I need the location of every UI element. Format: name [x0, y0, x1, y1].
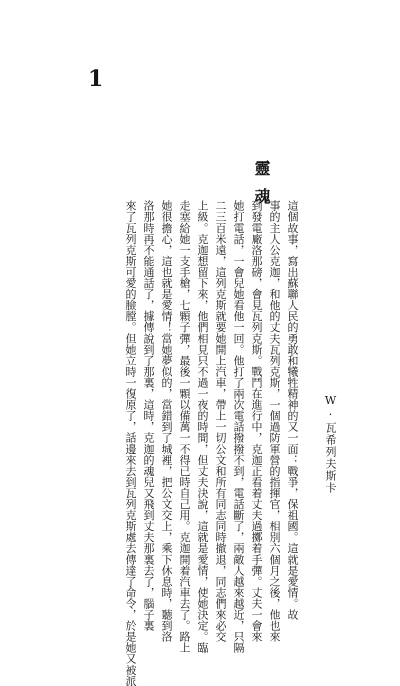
text-line-5: 二三百米遠，這列克斯就要她開上汽車，帶上一切公文和所有同志同時撤退，同志們來必交	[214, 200, 227, 642]
text-line-1: 這個故事，寫出蘇聯人民的勇敢和犧牲精神的又一面：戰爭，保祖國。這就是愛情。故	[286, 200, 299, 620]
text-line-3: 到發電廠洛那磅，會見瓦列克斯。戰鬥在進行中，克迦正看着丈夫過擲着手彈。丈夫一會來	[250, 200, 263, 642]
page-number: 1	[88, 66, 104, 92]
author: W·瓦希列夫斯卡	[324, 394, 337, 494]
text-line-6: 上級。克迦想留下來，他們相見只不過一夜的時間，但丈夫決說，這就是愛情，使她決定。臨	[196, 200, 209, 654]
text-line-7: 走塞給她一支手槍，七顆子彈，最後一顆以備萬一不得已時自己用。克迦開着汽車去了。路上	[178, 200, 191, 654]
text-line-10: 來了瓦列克斯可愛的臉膛。但她立時一復原了，話邊來去到瓦列克斯處去傳達了命令，於是她又被派	[124, 200, 137, 686]
text-line-9: 洛那時再不能通話了，據傳說到了那裏，這時，克迦的魂兒又飛到丈夫那裏去了，腦子裏	[142, 200, 155, 631]
title: 靈魂	[252, 160, 271, 216]
text-line-2: 事的主人公克迦，和他的丈夫瓦列克斯，一個過防軍營的指揮官，相別六個月之後，他也來	[268, 200, 281, 642]
text-line-4: 她打電話，一會兒她看他一回。他打了兩次電話撥撥不到，電話斷了，兩敵人越來越近，只隔	[232, 200, 245, 654]
text-line-8: 她很擔心，這也就是愛情！當她夢似的，當錯到了城裡，把公文交上，乘下休息時，聽到洛	[160, 200, 173, 642]
